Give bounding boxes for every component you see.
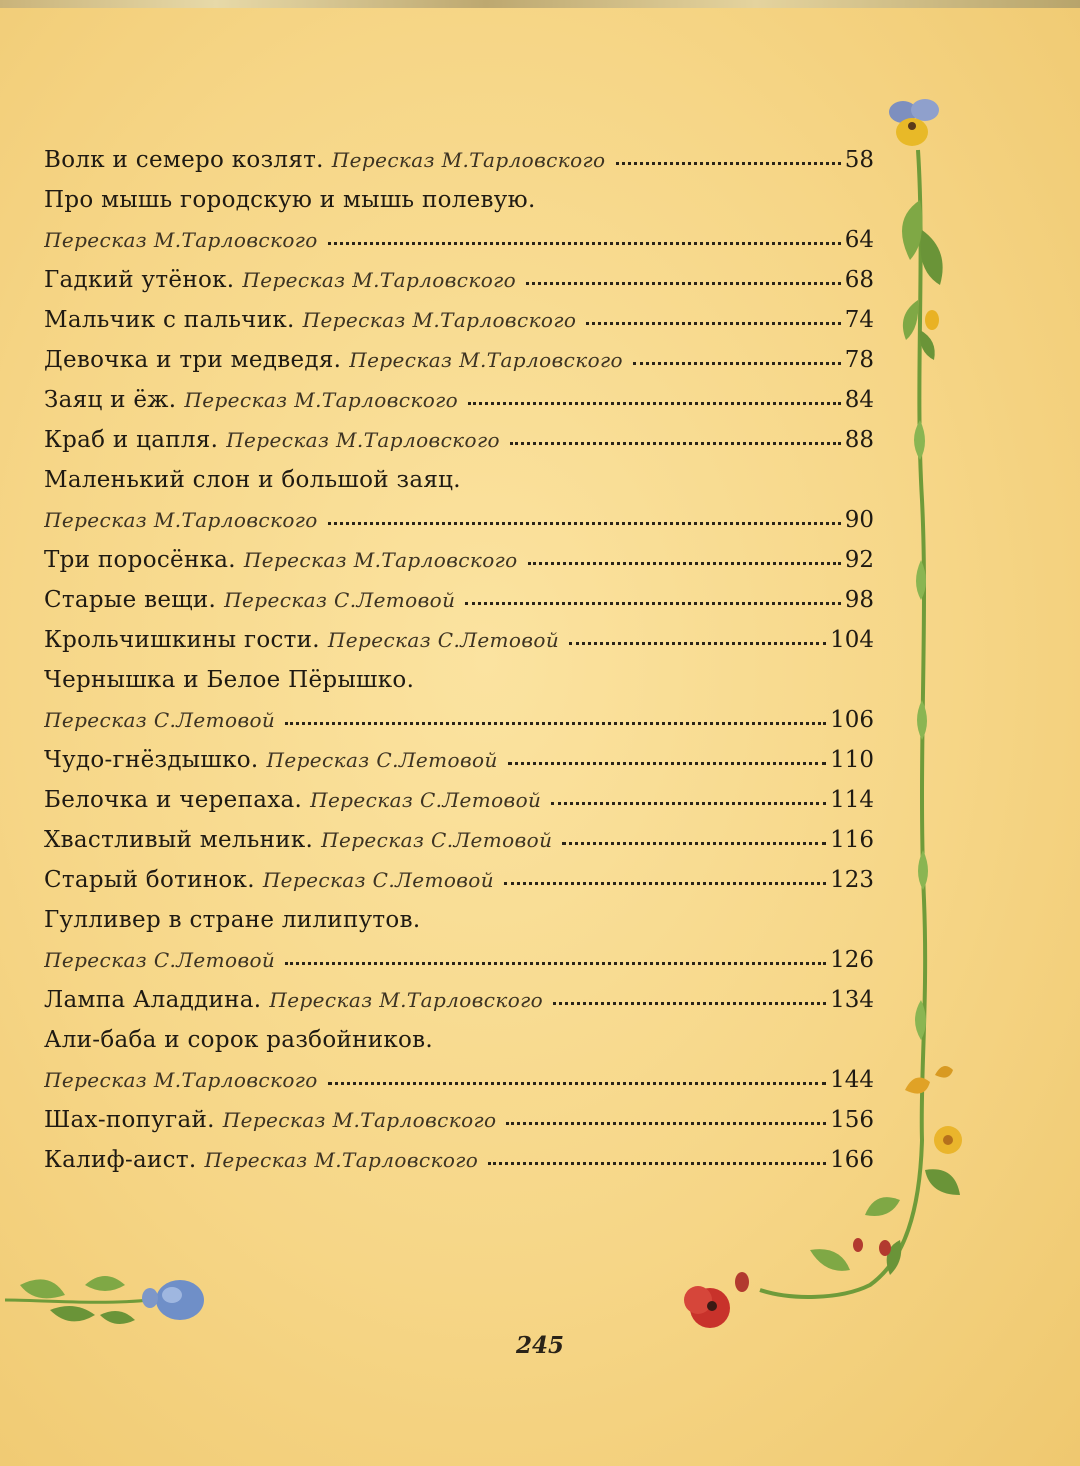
dot-leader [468,396,841,405]
toc-entry-author: Пересказ С.Летовой [44,708,276,732]
toc-entry-author: Пересказ С.Летовой [327,628,560,652]
toc-entry-title: Про мышь городскую и мышь полевую. [44,187,536,213]
dot-leader [328,1076,826,1085]
toc-entry [44,700,874,740]
toc-entry [44,540,874,580]
toc-entry [44,380,874,420]
toc-entry [44,220,874,260]
dot-leader [508,756,826,765]
toc-entry-page: 114 [830,787,874,813]
toc-entry [44,1140,874,1180]
toc-entry-title: Чудо-гнёздышко. [44,747,259,773]
toc-entry [44,260,874,300]
toc-entry-author: Пересказ М.Тарловского [269,988,544,1012]
toc-entry [44,620,874,660]
toc-entry [44,1020,874,1060]
dot-leader [328,516,841,525]
dot-leader [528,556,841,565]
toc-entry-page: 144 [830,1067,874,1093]
toc-entry-title: Калиф-аист. [44,1147,197,1173]
toc-entry-title: Шах-попугай. [44,1107,215,1133]
toc-entry-page: 92 [844,547,874,573]
dot-leader [328,236,841,245]
toc-entry-title: Волк и семеро козлят. [44,147,324,173]
dot-leader [285,716,826,725]
pansy-flower-icon [889,99,939,146]
toc-entry [44,900,874,940]
toc-entry-author: Пересказ С.Летовой [224,588,456,612]
toc-entry-page: 64 [844,227,874,253]
toc-entry-page: 88 [844,427,874,453]
toc-entry-title: Старые вещи. [44,587,217,613]
toc-entry-page: 166 [830,1147,874,1173]
toc-entry-page: 68 [844,267,874,293]
toc-entry-title: Крольчишкины гости. [44,627,320,653]
toc-entry [44,420,874,460]
toc-entry-title: Мальчик с пальчик. [44,307,295,333]
toc-entry-author: Пересказ М.Тарловского [44,1068,318,1092]
toc-entry [44,500,874,540]
toc-entry-page: 134 [830,987,874,1013]
toc-entry-title: Белочка и черепаха. [44,787,303,813]
yellow-flower-icon [905,1066,962,1154]
toc-entry [44,580,874,620]
dot-leader [633,356,841,365]
dot-leader [562,836,826,845]
toc-entry-title: Три поросёнка. [44,547,236,573]
toc-entry-title: Старый ботинок. [44,867,255,893]
toc-entry-page: 98 [844,587,874,613]
dot-leader [586,316,840,325]
toc-entry-author: Пересказ М.Тарловского [184,388,459,412]
toc-entry-title: Девочка и три медведя. [44,347,342,373]
toc-entry [44,860,874,900]
toc-entry [44,140,874,180]
toc-entry-author: Пересказ М.Тарловского [204,1148,479,1172]
dot-leader [510,436,841,445]
toc-entry-author: Пересказ М.Тарловского [44,228,318,252]
toc-entry [44,460,874,500]
toc-entry [44,340,874,380]
toc-entry [44,940,874,980]
toc-entry-page: 104 [830,627,874,653]
toc-entry-page: 116 [830,827,874,853]
toc-entry-author: Пересказ М.Тарловского [242,268,517,292]
toc-entry-page: 126 [830,947,874,973]
toc-entry-title: Краб и цапля. [44,427,219,453]
toc-entry-author: Пересказ С.Летовой [44,948,276,972]
table-of-contents [44,140,874,1180]
toc-entry-author: Пересказ С.Летовой [262,868,495,892]
dot-leader [569,636,826,645]
toc-entry-author: Пересказ М.Тарловского [222,1108,497,1132]
toc-entry-page: 74 [844,307,874,333]
toc-entry-page: 123 [830,867,874,893]
toc-entry-title: Заяц и ёж. [44,387,177,413]
toc-entry-title: Гадкий утёнок. [44,267,235,293]
toc-entry [44,740,874,780]
toc-entry-author: Пересказ С.Летовой [266,748,498,772]
toc-entry [44,820,874,860]
toc-entry [44,660,874,700]
bluebell-sprig-icon [5,1276,204,1324]
dot-leader [551,796,826,805]
toc-entry-author: Пересказ М.Тарловского [243,548,518,572]
toc-entry-page: 78 [844,347,874,373]
toc-entry-author: Пересказ С.Летовой [321,828,553,852]
toc-entry-title: Али-баба и сорок разбойников. [44,1027,434,1053]
poppy-flower-icon [684,1272,749,1328]
toc-entry-title: Чернышка и Белое Пёрышко. [44,667,415,693]
toc-entry [44,300,874,340]
red-bud-icon [853,1238,891,1256]
toc-entry-page: 58 [844,147,874,173]
toc-entry-title: Гулливер в стране лилипутов. [44,907,421,933]
toc-entry [44,1100,874,1140]
toc-entry-page: 106 [830,707,874,733]
toc-entry-author: Пересказ С.Летовой [310,788,542,812]
dot-leader [553,996,826,1005]
toc-entry-page: 156 [830,1107,874,1133]
toc-entry-author: Пересказ М.Тарловского [226,428,500,452]
toc-entry-page: 84 [844,387,874,413]
dot-leader [488,1156,826,1165]
toc-entry [44,1060,874,1100]
dot-leader [285,956,826,965]
toc-entry-page: 110 [830,747,874,773]
page-number: 245 [515,1332,564,1359]
dot-leader [504,876,826,885]
toc-entry [44,780,874,820]
toc-entry-title: Лампа Аладдина. [44,987,262,1013]
toc-entry-author: Пересказ М.Тарловского [44,508,318,532]
toc-entry-title: Хвастливый мельник. [44,827,314,853]
toc-entry-author: Пересказ М.Тарловского [349,348,623,372]
toc-entry-author: Пересказ М.Тарловского [302,308,577,332]
dot-leader [616,156,841,165]
toc-entry-author: Пересказ М.Тарловского [331,148,606,172]
dot-leader [506,1116,826,1125]
toc-entry-title: Маленький слон и большой заяц. [44,467,461,493]
toc-entry-page: 90 [844,507,874,533]
toc-entry [44,980,874,1020]
toc-entry [44,180,874,220]
dot-leader [526,276,841,285]
dot-leader [465,596,840,605]
